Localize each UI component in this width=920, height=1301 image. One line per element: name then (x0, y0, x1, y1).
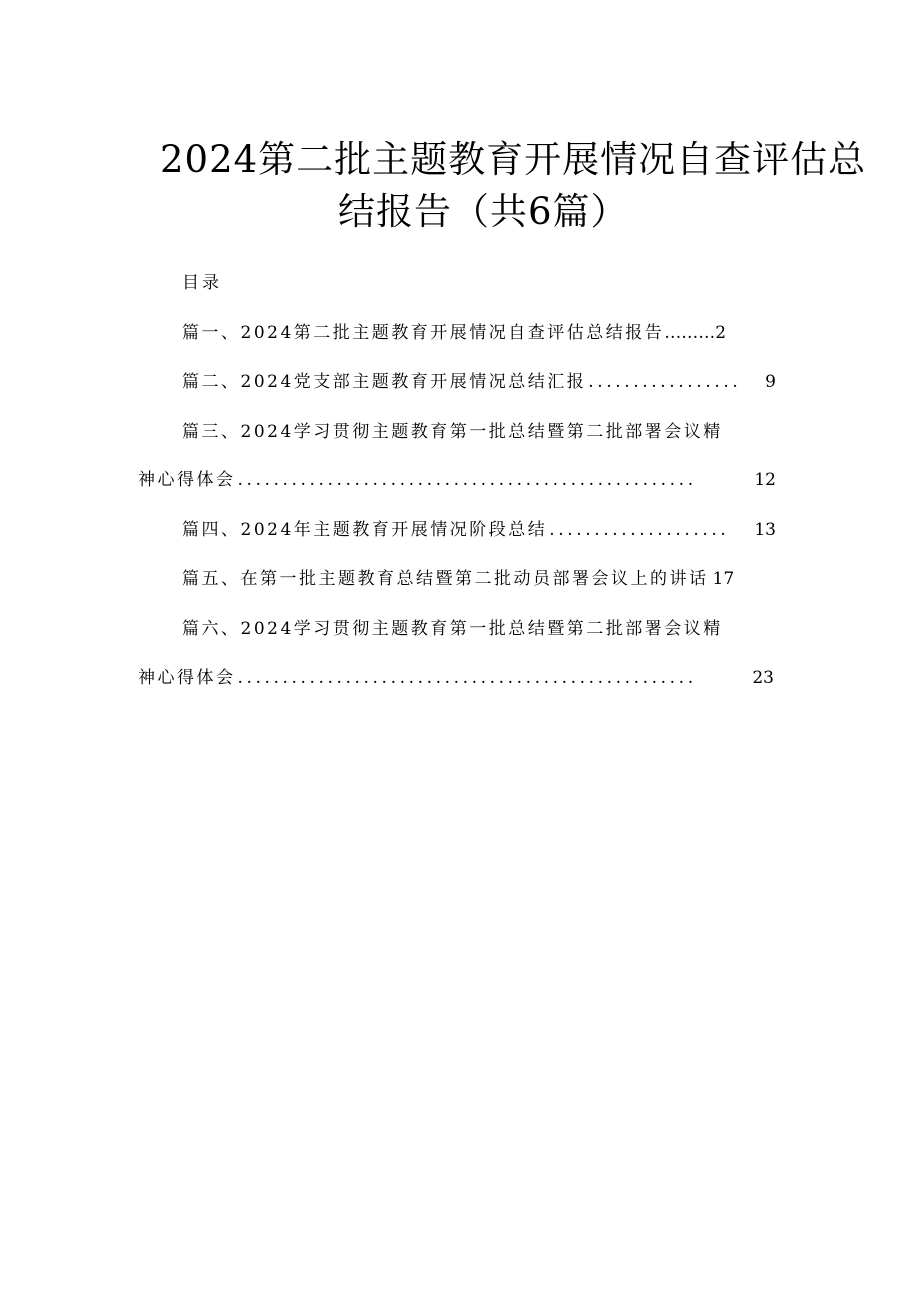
toc-entry-title: 篇二、2024党支部主题教育开展情况总结汇报 (182, 372, 587, 392)
toc-leader: ................................................... (237, 470, 697, 490)
toc-leader: ................................................... (237, 668, 697, 688)
toc-leader: .................... (549, 520, 730, 540)
toc-heading: 目录 (182, 273, 222, 293)
toc-entry-6[interactable] (182, 616, 776, 642)
toc-entry-3[interactable] (182, 419, 776, 445)
toc-entry-4[interactable] (182, 517, 776, 543)
toc-entry-3-continuation[interactable] (138, 467, 776, 493)
toc-page-number: 23 (752, 668, 774, 688)
toc-entry-title: 篇一、2024第二批主题教育开展情况自查评估总结报告 (182, 323, 665, 343)
toc-entry-title-cont: 神心得体会 (138, 668, 236, 688)
toc-entry-5[interactable] (182, 566, 776, 592)
toc-page-number: 17 (712, 569, 735, 589)
toc-entry-title: 篇四、2024年主题教育开展情况阶段总结 (182, 520, 548, 540)
toc-entry-title-cont: 神心得体会 (138, 470, 236, 490)
toc-page-number: 2 (715, 323, 727, 343)
toc-page-number: 12 (754, 470, 776, 490)
toc-page-number: 9 (765, 372, 776, 392)
title-line-2: 结报告（共6篇） (338, 190, 629, 233)
toc-entry-1[interactable] (182, 320, 776, 346)
toc-leader: ……… (664, 323, 716, 343)
toc-entry-2[interactable] (182, 369, 776, 395)
toc-leader: ................. (588, 372, 742, 392)
title-line-1: 2024第二批主题教育开展情况自查评估总 (160, 138, 867, 181)
toc-entry-title: 篇五、在第一批主题教育总结暨第二批动员部署会议上的讲话 (182, 569, 709, 589)
toc-entry-6-continuation[interactable] (138, 665, 774, 691)
document-title (120, 134, 867, 238)
toc-entry-title: 篇六、2024学习贯彻主题教育第一批总结暨第二批部署会议精 (182, 619, 723, 639)
toc-page-number: 13 (754, 520, 776, 540)
toc-entry-title: 篇三、2024学习贯彻主题教育第一批总结暨第二批部署会议精 (182, 422, 723, 442)
